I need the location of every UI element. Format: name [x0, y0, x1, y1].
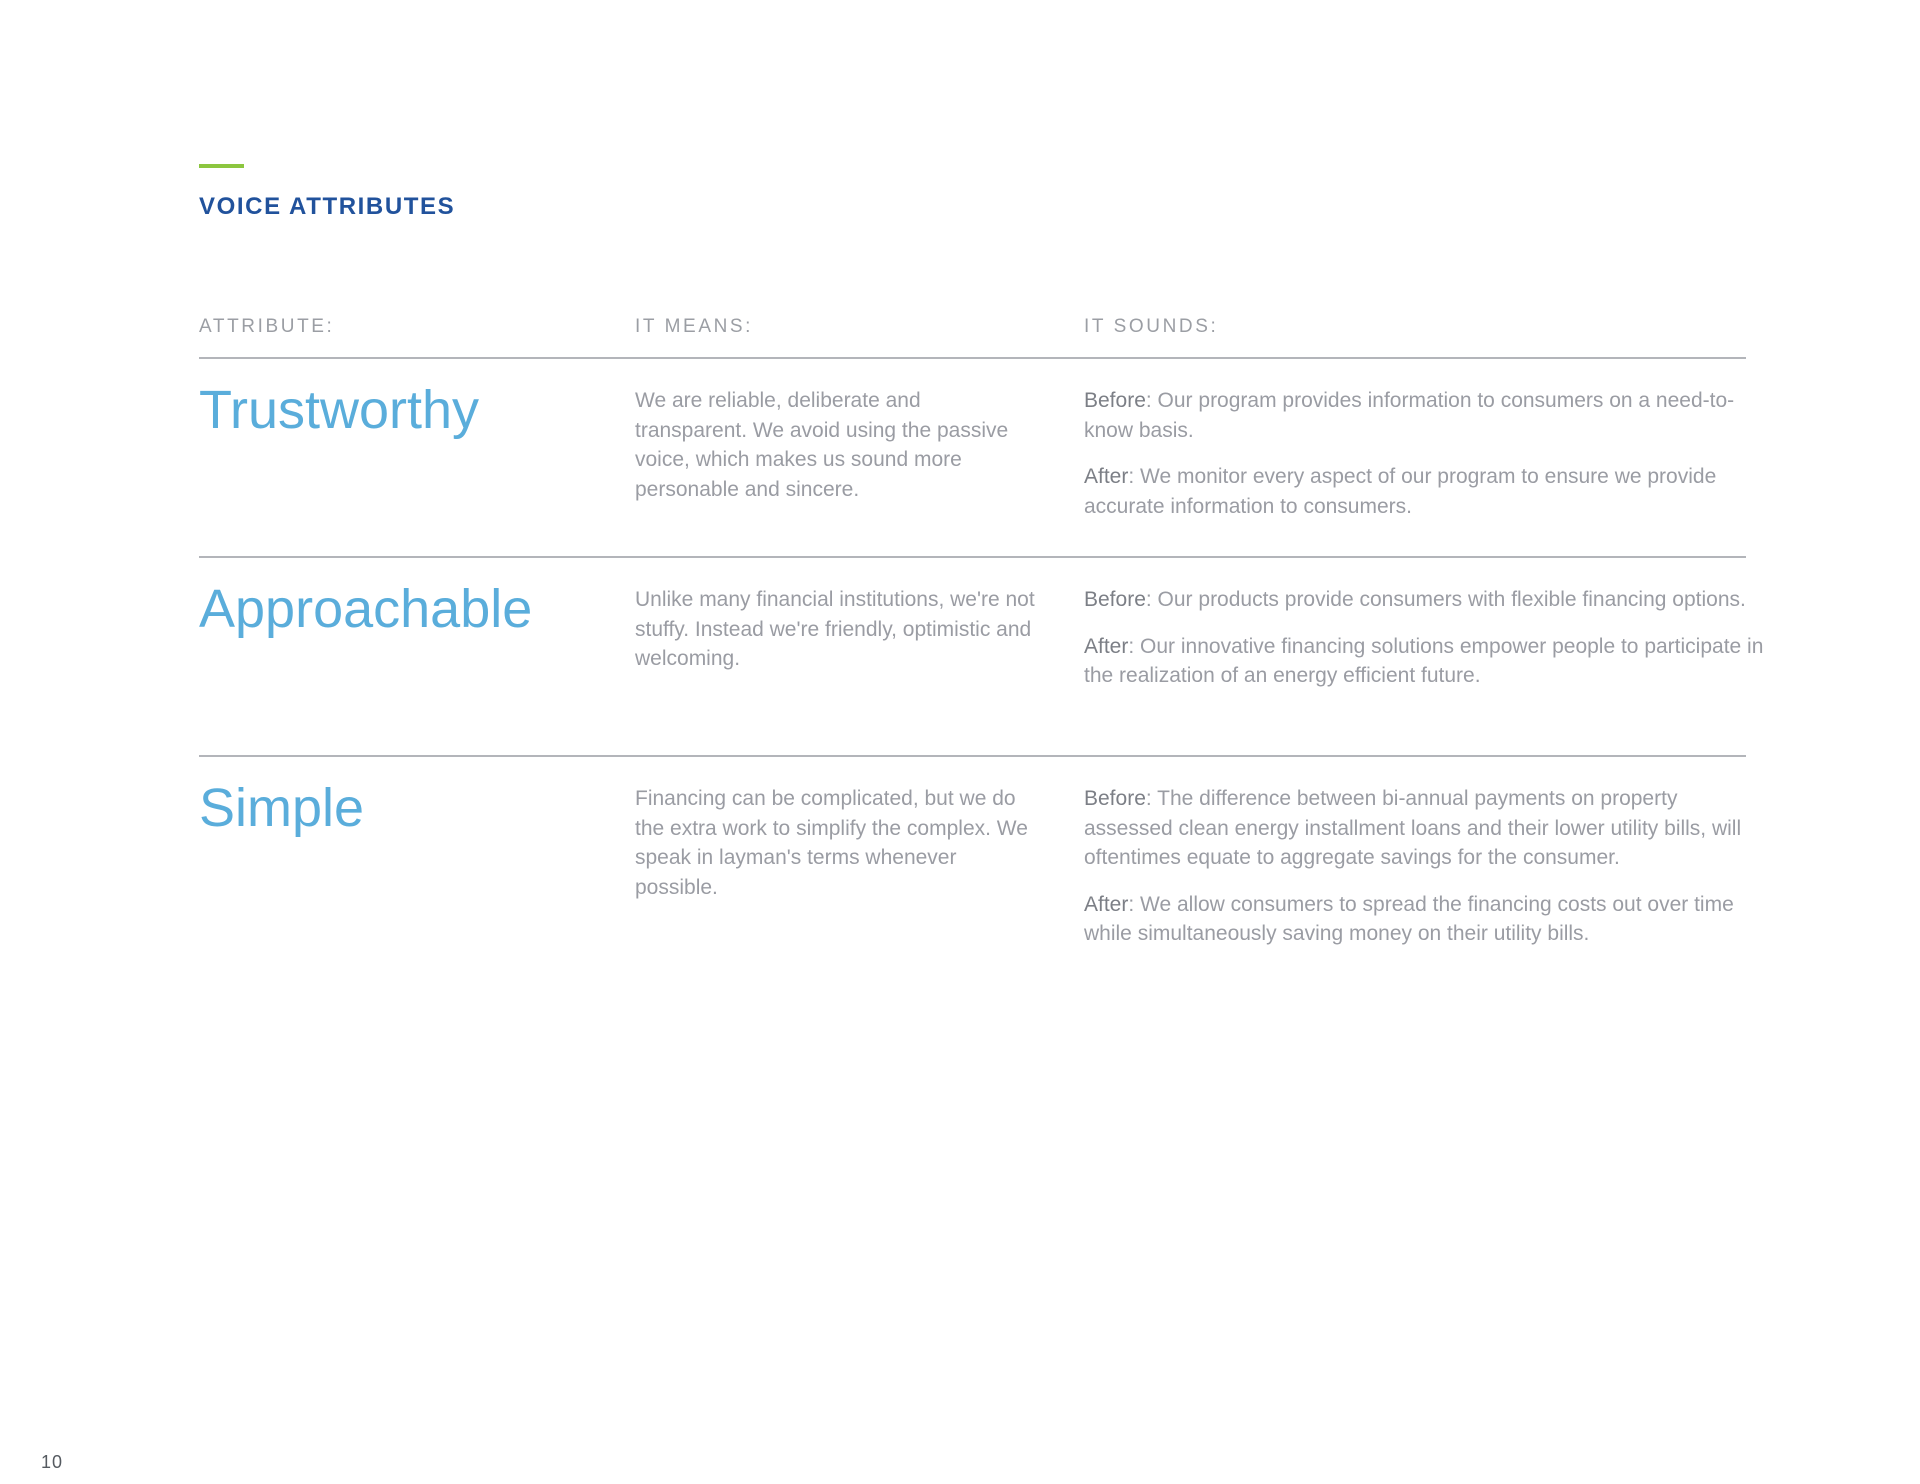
after-label: After — [1084, 465, 1129, 488]
before-label: Before — [1084, 588, 1146, 611]
attribute-meaning: Unlike many financial institutions, we're not stuffy. Instead we're friendly, optimistic and welcoming. — [635, 588, 1035, 670]
column-header-sounds: IT SOUNDS: — [1084, 316, 1219, 337]
after-label: After — [1084, 634, 1129, 658]
before-example — [1084, 585, 1764, 615]
attribute-meaning: We are reliable, deliberate and transparent. We avoid using the passive voice, which makes us sound more personable and sincere. — [635, 389, 1009, 501]
attribute-examples — [1084, 784, 1764, 966]
table-row — [199, 755, 1746, 995]
page-number: 10 — [41, 1452, 64, 1472]
after-text: : Our innovative financing solutions empower people to participate in the realization of an energy efficient future. — [1084, 634, 1764, 687]
table-row — [199, 357, 1746, 556]
attribute-name: Approachable — [199, 579, 533, 639]
attribute-examples — [1084, 386, 1764, 538]
after-example — [1084, 632, 1764, 691]
after-example — [1084, 462, 1764, 521]
section-accent-bar — [199, 164, 244, 168]
after-label: After — [1084, 892, 1129, 916]
after-example — [1084, 890, 1764, 949]
before-label: Before — [1084, 389, 1146, 412]
after-text: : We allow consumers to spread the financing costs out over time while simultaneously saving money on their utility bills. — [1084, 892, 1734, 945]
before-text: : Our program provides information to consumers on a need-to-know basis. — [1084, 389, 1735, 442]
before-example — [1084, 386, 1764, 445]
after-text: : We monitor every aspect of our program to ensure we provide accurate information to consumers. — [1084, 465, 1717, 518]
before-label: Before — [1084, 787, 1146, 810]
attribute-examples — [1084, 585, 1764, 708]
attribute-name: Trustworthy — [199, 380, 480, 440]
attribute-name: Simple — [199, 778, 365, 838]
before-text: : The difference between bi-annual payments on property assessed clean energy installment loans and their lower utility bills, will oftentimes equate to aggregate savings for the consumer. — [1084, 787, 1742, 869]
before-example — [1084, 784, 1764, 873]
attribute-meaning: Financing can be complicated, but we do the extra work to simplify the complex. We speak in layman's terms whenever possible. — [635, 787, 1028, 899]
table-row — [199, 556, 1764, 755]
column-header-means: IT MEANS: — [635, 316, 754, 337]
voice-attributes-table — [199, 357, 1764, 995]
section-title: VOICE ATTRIBUTES — [199, 193, 456, 220]
before-text: : Our products provide consumers with flexible financing options. — [1145, 588, 1746, 611]
column-header-attribute: ATTRIBUTE: — [199, 316, 335, 337]
